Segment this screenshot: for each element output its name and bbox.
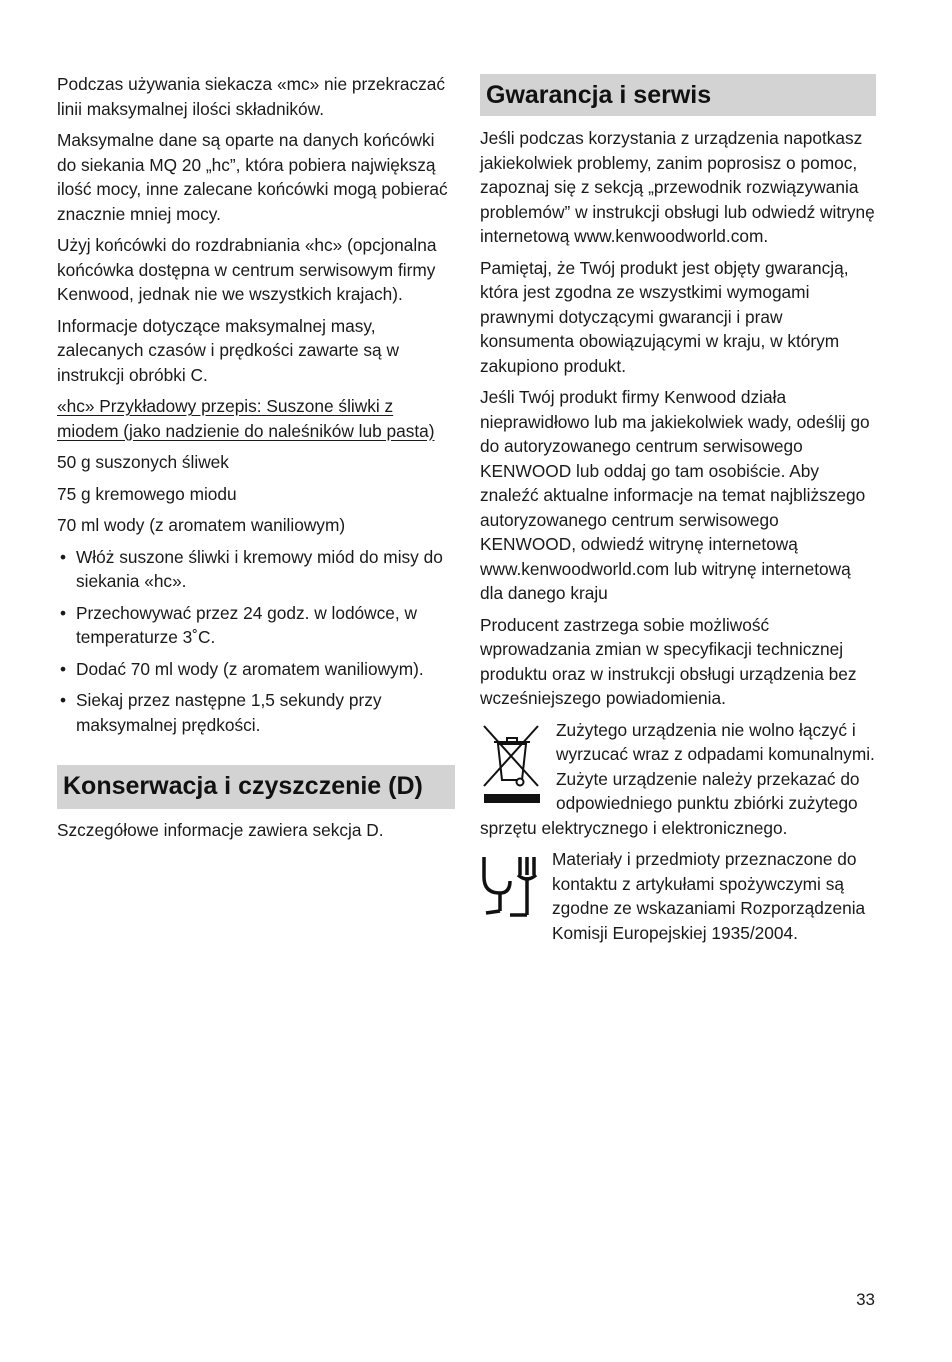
ingredient-honey: 75 g kremowego miodu	[57, 483, 237, 504]
heading-maintenance: Konserwacja i czyszczenie (D)	[57, 765, 455, 809]
recipe-step: • Przechowywać przez 24 godz. w lodówce, w temperaturze 3˚C.	[57, 601, 455, 650]
paragraph-warranty: Pamiętaj, że Twój produkt jest objęty gwarancją, która jest zgodna ze wszystkimi wymogami prawnymi dotyczącymi gwarancji i praw konsumenta obowiązującymi w kraju, w którym zakupiono produkt.	[480, 257, 849, 376]
recipe-step: • Włóż suszone śliwki i kremowy miód do misy do siekania «hc».	[57, 545, 455, 594]
weee-text: Zużytego urządzenia nie wolno łączyć i wyrzucać wraz z odpadami komunalnymi. Zużyte urządzenie należy przekazać do odpowiedniego punktu zbiórki zużytego sprzętu elektrycznego i elektronicznego.	[480, 719, 875, 838]
paragraph-max-data: Maksymalne dane są oparte na danych końcówki do siekania MQ 20 „hc”, która pobiera największą ilość mocy, inne zalecane końcówki mogą pobierać znacznie mniej mocy.	[57, 130, 448, 224]
recipe-step: • Siekaj przez następne 1,5 sekundy przy maksymalnej prędkości.	[57, 688, 455, 737]
food-contact-notice	[480, 847, 876, 945]
food-contact-text: Materiały i przedmioty przeznaczone do kontaktu z artykułami spożywczymi są zgodne ze wskazaniami Rozporządzenia Komisji Europejskiej 1935/2004.	[552, 849, 866, 943]
paragraph-maintenance: Szczegółowe informacje zawiera sekcja D.	[57, 820, 384, 840]
paragraph-processing-info: Informacje dotyczące maksymalnej masy, zalecanych czasów i prędkości zawarte są w instrukcji obróbki C.	[57, 315, 399, 385]
recipe-steps	[57, 545, 455, 738]
paragraph-manufacturer: Producent zastrzega sobie możliwość wprowadzania zmian w specyfikacji technicznej produktu oraz w instrukcji obsługi urządzenia bez wcześniejszego powiadomienia.	[480, 614, 857, 708]
weee-notice	[480, 718, 876, 841]
heading-warranty: Gwarancja i serwis	[480, 74, 876, 116]
right-column	[480, 72, 876, 952]
paragraph-troubleshooting: Jeśli podczas korzystania z urządzenia napotkasz jakiekolwiek problemy, zanim poprosisz o pomoc, zapoznaj się z sekcją „przewodnik rozwiązywania problemów” w instrukcji obsługi lub odwiedź witrynę internetową www.kenwoodworld.com.	[480, 128, 875, 246]
recipe-step: • Dodać 70 ml wody (z aromatem waniliowym).	[57, 657, 455, 682]
page-number: 33	[856, 1290, 875, 1309]
ingredient-prunes: 50 g suszonych śliwek	[57, 452, 229, 472]
crossed-out-wheelie-bin-icon	[480, 722, 544, 806]
paragraph-max-line: Podczas używania siekacza «mc» nie przekraczać linii maksymalnej ilości składników.	[57, 74, 446, 119]
left-column	[57, 72, 455, 850]
glass-fork-icon	[480, 851, 544, 921]
recipe-title: «hc» Przykładowy przepis: Suszone śliwki z miodem (jako nadzienie do naleśników lub pasta)	[57, 396, 435, 441]
ingredient-water: 70 ml wody (z aromatem waniliowym)	[57, 515, 346, 535]
paragraph-service: Jeśli Twój produkt firmy Kenwood działa nieprawidłowo lub ma jakiekolwiek wady, odeślij go do autoryzowanego centrum serwisowego KENWOOD lub oddaj go tam osobiście. Aby znaleźć aktualne informacje na temat najbliższego autoryzowanego centrum serwisowego KENWOOD, odwiedź witrynę internetową www.kenwoodworld.com lub witrynę internetową dla danego kraju	[480, 387, 870, 603]
paragraph-hc-attachment: Użyj końcówki do rozdrabniania «hc» (opcjonalna końcówka dostępna w centrum serwisowym firmy Kenwood, jednak nie we wszystkich krajach).	[57, 235, 437, 304]
